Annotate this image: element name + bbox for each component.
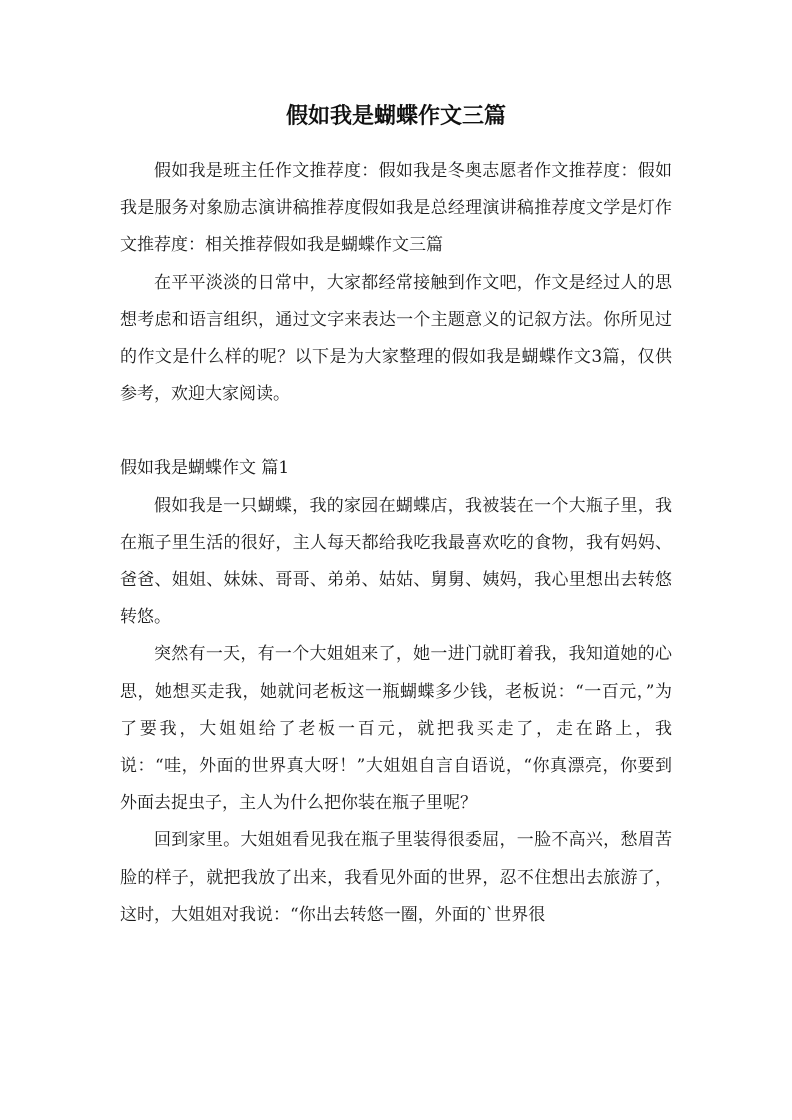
section-heading: 假如我是蝴蝶作文 篇1 bbox=[120, 458, 290, 479]
essay-paragraph-1: 假如我是一只蝴蝶，我的家园在蝴蝶店，我被装在一个大瓶子里，我在瓶子里生活的很好，主人每天都给我吃我最喜欢吃的食物，我有妈妈、爸爸、姐姐、妹妹、哥哥、弟弟、姑姑、舅舅、姨妈，我心里想出去转悠转悠。 bbox=[120, 495, 672, 628]
intro-paragraph-recommendations: 假如我是班主任作文推荐度：假如我是冬奥志愿者作文推荐度：假如我是服务对象励志演讲稿推荐度假如我是总经理演讲稿推荐度文学是灯作文推荐度：相关推荐假如我是蝴蝶作文三篇 bbox=[120, 161, 672, 256]
intro-paragraph-description: 在平平淡淡的日常中，大家都经常接触到作文吧，作文是经过人的思想考虑和语言组织，通过文字来表达一个主题意义的记叙方法。你所见过的作文是什么样的呢？以下是为大家整理的假如我是蝴蝶作文3篇，仅供参考，欢迎大家阅读。 bbox=[120, 272, 672, 405]
document-body bbox=[120, 153, 672, 934]
document-title: 假如我是蝴蝶作文三篇 bbox=[285, 104, 506, 129]
essay-paragraph-3: 回到家里。大姐姐看见我在瓶子里装得很委屈，一脸不高兴，愁眉苦脸的样子，就把我放了出来，我看见外面的世界，忍不住想出去旅游了，这时，大姐姐对我说：“你出去转悠一圈，外面的`世界很 bbox=[120, 830, 672, 925]
essay-paragraph-2: 突然有一天，有一个大姐姐来了，她一进门就盯着我，我知道她的心思，她想买走我，她就问老板这一瓶蝴蝶多少钱，老板说：“一百元，”为了要我，大姐姐给了老板一百元，就把我买走了，走在路上，我说：“哇，外面的世界真大呀！”大姐姐自言自语说，“你真漂亮，你要到外面去捉虫子，主人为什么把你装在瓶子里呢？ bbox=[120, 644, 672, 814]
